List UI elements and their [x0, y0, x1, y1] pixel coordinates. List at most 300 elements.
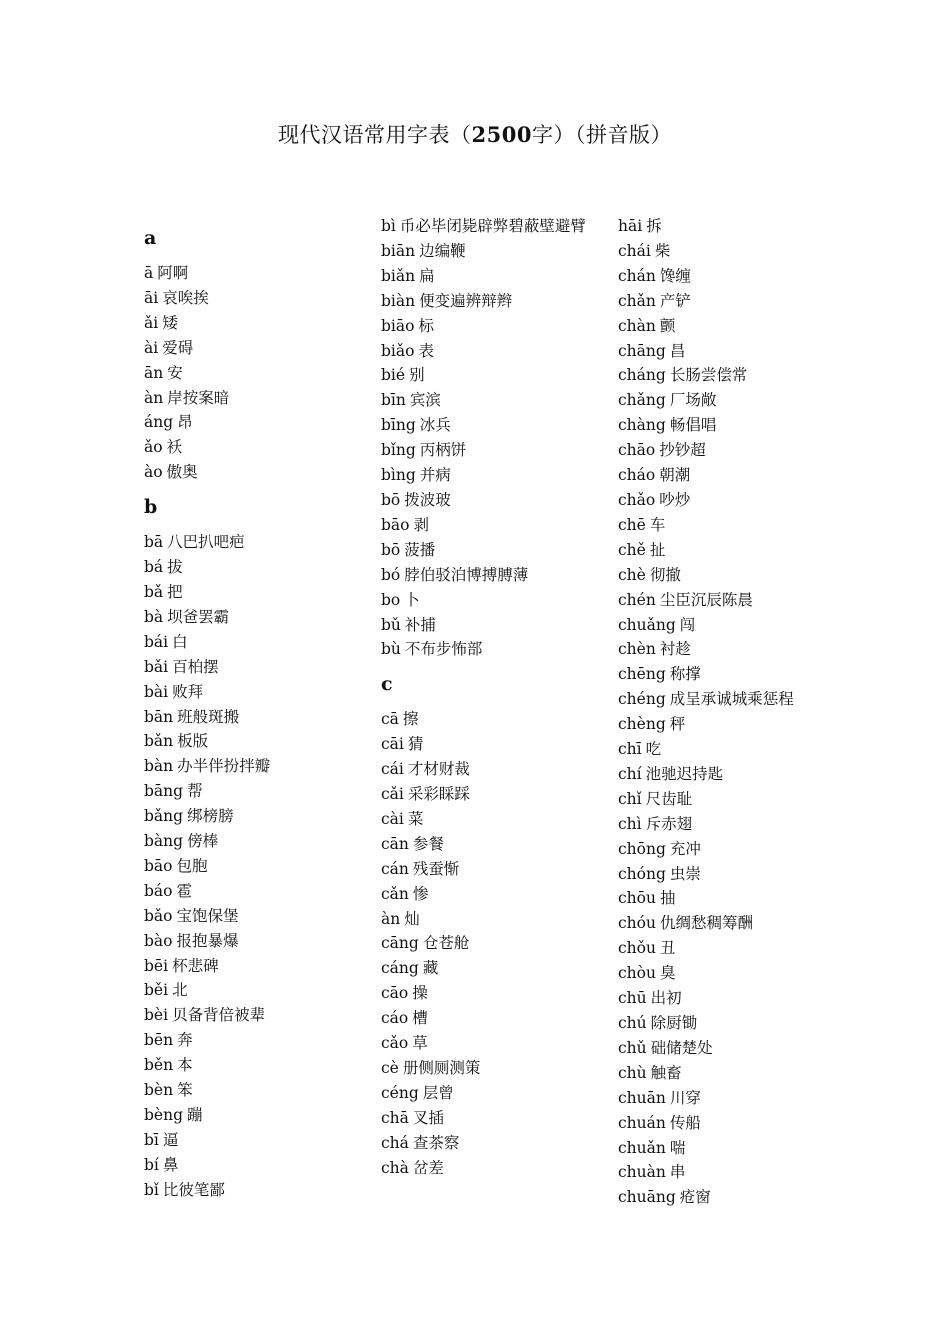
pinyin-syllable: chàn [618, 316, 656, 335]
pinyin-entry [618, 837, 838, 862]
pinyin-syllable: biǎn [381, 266, 416, 285]
pinyin-syllable: chà [381, 1158, 409, 1177]
entry-characters: 灿 [404, 909, 420, 928]
entry-characters: 拔 [167, 558, 183, 577]
column-2 [381, 214, 601, 1181]
entry-characters: 惨 [412, 884, 429, 903]
pinyin-syllable: cán [381, 859, 409, 878]
entry-characters: 册侧厕测策 [402, 1059, 481, 1077]
pinyin-syllable: cáo [381, 1009, 409, 1028]
pinyin-syllable: chù [618, 1063, 647, 1082]
entry-characters: 础储楚处 [650, 1038, 713, 1057]
pinyin-syllable: chóu [618, 914, 656, 933]
pinyin-syllable: biǎo [381, 341, 415, 360]
pinyin-syllable: bēn [144, 1031, 174, 1050]
entry-characters: 办半伴扮拌瓣 [177, 757, 271, 776]
pinyin-syllable: chuàn [618, 1163, 666, 1182]
entry-characters: 别 [409, 366, 425, 385]
entry-characters: 北 [172, 981, 188, 1000]
pinyin-syllable: běi [144, 981, 169, 1000]
pinyin-syllable: cái [381, 760, 404, 779]
pinyin-syllable: bào [144, 931, 173, 950]
entry-characters: 绑榜膀 [187, 807, 234, 826]
pinyin-entry [144, 705, 364, 730]
pinyin-syllable: cǎn [381, 884, 409, 903]
pinyin-entry [381, 832, 601, 857]
entry-characters: 查茶察 [412, 1133, 460, 1152]
pinyin-entry [618, 363, 838, 388]
pinyin-entry [381, 588, 601, 613]
entry-characters: 不布步怖部 [404, 640, 483, 659]
entry-characters: 称撑 [669, 665, 701, 684]
entry-characters: 车 [649, 515, 666, 534]
pinyin-syllable: biāo [381, 316, 415, 335]
pinyin-syllable: chǎn [618, 291, 656, 310]
pinyin-syllable: báo [144, 881, 173, 900]
pinyin-syllable: chōng [618, 839, 666, 858]
pinyin-syllable: bù [381, 640, 401, 659]
entry-characters: 柴 [654, 241, 671, 260]
pinyin-syllable: bǔ [381, 615, 401, 634]
pinyin-syllable: cáng [381, 959, 419, 978]
pinyin-entry [618, 538, 838, 563]
pinyin-entry [144, 1053, 364, 1078]
pinyin-syllable: ā [144, 264, 154, 282]
pinyin-entry [618, 1136, 838, 1161]
entry-characters: 槽 [412, 1009, 428, 1028]
entry-characters: 矮 [162, 313, 178, 332]
pinyin-entry [618, 314, 838, 339]
pinyin-syllable: cāo [381, 984, 409, 1003]
pinyin-syllable: bēi [144, 956, 169, 975]
pinyin-syllable: cā [381, 710, 399, 729]
entry-characters: 笨 [177, 1081, 193, 1100]
entry-characters: 长肠尝偿常 [669, 366, 748, 385]
pinyin-entry [618, 712, 838, 737]
pinyin-entry [618, 488, 838, 513]
entry-characters: 币必毕闭毙辟弊碧蔽壁避臂 [399, 217, 586, 235]
pinyin-syllable: ān [144, 363, 164, 382]
pinyin-entry [144, 729, 364, 754]
pinyin-syllable: bīng [381, 416, 416, 435]
pinyin-entry [618, 812, 838, 837]
pinyin-syllable: bō [381, 490, 401, 509]
entry-characters: 吃 [645, 740, 662, 759]
pinyin-entry [381, 956, 601, 981]
pinyin-syllable: àn [144, 388, 164, 407]
pinyin-syllable: cháo [618, 466, 656, 485]
pinyin-entry [618, 1111, 838, 1136]
pinyin-syllable: chǎo [618, 490, 656, 509]
pinyin-entry [144, 460, 364, 485]
pinyin-entry [381, 563, 601, 588]
pinyin-entry [381, 239, 601, 264]
entry-characters: 傲奥 [166, 463, 198, 482]
entry-characters: 奔 [177, 1031, 193, 1050]
entry-characters: 比彼笔鄙 [162, 1180, 225, 1199]
entry-characters: 扯 [649, 540, 666, 559]
entry-characters: 层曾 [422, 1083, 454, 1102]
pinyin-entry [618, 613, 838, 638]
pinyin-syllable: bàng [144, 832, 184, 851]
pinyin-entry [381, 1056, 601, 1081]
pinyin-syllable: chán [618, 266, 656, 285]
entry-characters: 串 [669, 1163, 686, 1182]
entry-characters: 爱碍 [162, 338, 194, 357]
pinyin-entry [144, 580, 364, 605]
column-3 [618, 214, 838, 1210]
pinyin-syllable: chéng [618, 690, 666, 709]
pinyin-entry [144, 680, 364, 705]
entry-characters: 八巴扒吧疤 [167, 533, 245, 552]
pinyin-syllable: bo [381, 590, 401, 609]
entry-characters: 坝爸罢霸 [167, 607, 230, 626]
pinyin-syllable: bǎng [144, 807, 184, 826]
entry-characters: 菜 [407, 809, 424, 828]
pinyin-entry [144, 754, 364, 779]
entry-characters: 参餐 [412, 834, 444, 853]
pinyin-entry [618, 886, 838, 911]
entry-characters: 蹦 [187, 1106, 203, 1124]
pinyin-entry [618, 862, 838, 887]
pinyin-entry [381, 214, 601, 239]
entry-characters: 傍棒 [187, 832, 219, 851]
entry-characters: 便变遍辨辩辫 [419, 291, 513, 310]
entry-characters: 丑 [659, 939, 676, 958]
entry-characters: 川穿 [669, 1088, 701, 1107]
entry-characters: 池驰迟持匙 [645, 764, 724, 783]
pinyin-syllable: āi [144, 288, 159, 307]
pinyin-entry [618, 1086, 838, 1111]
entry-characters: 疮窗 [679, 1188, 711, 1207]
pinyin-entry [618, 787, 838, 812]
entry-characters: 擦 [402, 710, 419, 729]
pinyin-syllable: chā [381, 1108, 409, 1127]
pinyin-entry [381, 264, 601, 289]
pinyin-syllable: chē [618, 515, 646, 534]
pinyin-entry [144, 904, 364, 929]
entry-characters: 扁 [419, 266, 435, 285]
pinyin-syllable: běn [144, 1056, 174, 1075]
pinyin-entry [381, 463, 601, 488]
pinyin-entry [381, 637, 601, 662]
pinyin-syllable: bèng [144, 1106, 183, 1124]
entry-characters: 阿啊 [157, 264, 189, 282]
pinyin-syllable: bǎi [144, 657, 169, 676]
pinyin-entry [381, 931, 601, 956]
pinyin-entry [144, 1103, 364, 1128]
entry-characters: 宝饱保堡 [176, 906, 239, 925]
entry-characters: 报抱暴爆 [176, 931, 239, 950]
pinyin-syllable: chāo [618, 441, 656, 460]
pinyin-entry [618, 961, 838, 986]
entry-characters: 并病 [419, 466, 451, 485]
pinyin-entry [144, 630, 364, 655]
entry-characters: 猜 [407, 735, 424, 754]
entry-characters: 边编鞭 [419, 241, 466, 260]
pinyin-syllable: cāng [381, 934, 419, 953]
entry-characters: 昌 [669, 341, 686, 360]
pinyin-entry [144, 978, 364, 1003]
entry-characters: 臭 [659, 964, 676, 983]
pinyin-syllable: bǎn [144, 732, 174, 751]
entry-characters: 吵炒 [659, 490, 691, 509]
pinyin-syllable: bà [144, 607, 164, 626]
pinyin-syllable: chí [618, 764, 642, 783]
pinyin-syllable: chuāng [618, 1188, 676, 1207]
pinyin-syllable: bìng [381, 466, 416, 485]
pinyin-entry [381, 782, 601, 807]
pinyin-syllable: bàn [144, 757, 174, 776]
pinyin-syllable: chì [618, 814, 642, 833]
pinyin-entry [381, 732, 601, 757]
entry-characters: 包胞 [176, 856, 208, 875]
pinyin-entry [381, 314, 601, 339]
pinyin-syllable: àn [381, 909, 401, 928]
column-1 [144, 214, 364, 1203]
section-heading: a [144, 227, 157, 249]
pinyin-syllable: áng [144, 413, 174, 432]
pinyin-syllable: cài [381, 809, 404, 828]
pinyin-entry [618, 687, 838, 712]
pinyin-syllable: biàn [381, 291, 416, 310]
pinyin-entry [381, 513, 601, 538]
title-number: 2500 [471, 122, 532, 147]
entry-characters: 彻撤 [649, 565, 681, 584]
pinyin-entry [381, 882, 601, 907]
pinyin-syllable: bǐ [144, 1180, 159, 1199]
pinyin-syllable: chī [618, 740, 642, 759]
pinyin-entry [144, 386, 364, 411]
pinyin-syllable: bié [381, 366, 406, 385]
entry-characters: 尘臣沉辰陈晨 [659, 590, 753, 609]
entry-characters: 传船 [669, 1113, 701, 1132]
pinyin-entry [144, 530, 364, 555]
entry-characters: 采彩睬踩 [407, 785, 470, 804]
pinyin-entry [381, 807, 601, 832]
entry-characters: 出初 [650, 989, 682, 1008]
pinyin-entry [144, 361, 364, 386]
pinyin-entry [618, 1011, 838, 1036]
pinyin-syllable: bài [144, 682, 169, 701]
pinyin-syllable: chāng [618, 341, 666, 360]
entry-characters: 昂 [177, 413, 193, 432]
entry-characters: 剥 [413, 515, 430, 534]
pinyin-syllable: bǐng [381, 441, 416, 460]
pinyin-entry [144, 954, 364, 979]
pinyin-entry [144, 410, 364, 435]
pinyin-syllable: chǔ [618, 1038, 647, 1057]
entry-characters: 拨波玻 [404, 490, 451, 509]
pinyin-entry [618, 986, 838, 1011]
pinyin-entry [381, 438, 601, 463]
pinyin-entry [144, 655, 364, 680]
pinyin-syllable: ǎo [144, 438, 163, 457]
pinyin-syllable: bāng [144, 782, 184, 801]
entry-characters: 脖伯驳泊博搏膊薄 [404, 565, 529, 584]
entry-characters: 班般斑搬 [177, 707, 240, 726]
entry-characters: 草 [412, 1034, 428, 1053]
pinyin-syllable: chǎng [618, 391, 666, 410]
pinyin-syllable: bó [381, 565, 401, 584]
entry-characters: 叉插 [412, 1108, 444, 1127]
entry-characters: 衬趁 [659, 640, 691, 659]
pinyin-entry [618, 737, 838, 762]
pinyin-entry [144, 779, 364, 804]
pinyin-syllable: bǎo [144, 906, 173, 925]
pinyin-syllable: chēng [618, 665, 666, 684]
entry-characters: 抽 [659, 889, 676, 908]
pinyin-entry [618, 1036, 838, 1061]
pinyin-syllable: chèng [618, 715, 666, 734]
pinyin-syllable: bá [144, 558, 164, 577]
pinyin-entry [144, 879, 364, 904]
pinyin-syllable: hāi [618, 217, 643, 235]
entry-characters: 操 [412, 984, 428, 1003]
pinyin-syllable: bèn [144, 1081, 174, 1100]
pinyin-syllable: ào [144, 463, 163, 482]
pinyin-syllable: bī [144, 1130, 159, 1149]
pinyin-syllable: chóng [618, 864, 666, 883]
pinyin-syllable: chuān [618, 1088, 666, 1107]
entry-characters: 喘 [669, 1138, 686, 1157]
pinyin-entry [144, 261, 364, 286]
pinyin-syllable: bǎ [144, 582, 164, 601]
pinyin-syllable: chuán [618, 1113, 666, 1132]
entry-characters: 杯悲碑 [172, 956, 219, 975]
entry-characters: 宾滨 [409, 391, 441, 410]
pinyin-syllable: cǎo [381, 1034, 409, 1053]
pinyin-entry [618, 762, 838, 787]
entry-characters: 畅倡唱 [669, 416, 717, 435]
entry-characters: 抄钞超 [659, 441, 706, 460]
pinyin-entry [618, 1185, 838, 1210]
pinyin-syllable: chú [618, 1014, 647, 1032]
pinyin-syllable: chàng [618, 416, 666, 435]
entry-characters: 帮 [187, 782, 203, 801]
pinyin-entry [381, 907, 601, 932]
entry-characters: 馋缠 [659, 266, 691, 285]
entry-characters: 哀唉挨 [162, 288, 209, 307]
entry-characters: 闯 [679, 615, 696, 634]
pinyin-entry [618, 388, 838, 413]
pinyin-entry [618, 588, 838, 613]
pinyin-entry [618, 1160, 838, 1185]
pinyin-entry [381, 1131, 601, 1156]
entry-characters: 本 [177, 1056, 193, 1075]
section-heading: c [381, 673, 393, 696]
pinyin-entry [144, 286, 364, 311]
pinyin-entry [618, 413, 838, 438]
entry-characters: 触畜 [650, 1063, 682, 1082]
pinyin-syllable: chè [618, 565, 646, 584]
pinyin-syllable: chá [381, 1133, 409, 1152]
pinyin-syllable: chě [618, 540, 646, 559]
pinyin-entry [381, 757, 601, 782]
pinyin-entry [618, 911, 838, 936]
entry-characters: 仇绸愁稠筹酬 [659, 914, 753, 933]
pinyin-entry [618, 513, 838, 538]
entry-characters: 丙柄饼 [419, 441, 467, 460]
pinyin-entry [144, 1078, 364, 1103]
entry-characters: 成呈承诚城乘惩程 [669, 690, 794, 709]
pinyin-syllable: bīn [381, 391, 406, 410]
entry-characters: 岸按案暗 [167, 388, 230, 407]
entry-characters: 标 [418, 316, 434, 335]
entry-characters: 藏 [422, 959, 439, 978]
pinyin-syllable: cān [381, 834, 409, 853]
entry-characters: 雹 [176, 881, 193, 900]
entry-characters: 贝备背倍被辈 [172, 1006, 266, 1025]
pinyin-entry [381, 388, 601, 413]
entry-characters: 菠播 [404, 540, 436, 559]
pinyin-syllable: chǒu [618, 939, 656, 958]
pinyin-entry [144, 336, 364, 361]
pinyin-entry [144, 804, 364, 829]
entry-characters: 充冲 [669, 839, 701, 858]
pinyin-syllable: cāi [381, 735, 404, 754]
pinyin-syllable: bāo [381, 515, 410, 534]
pinyin-entry [144, 1128, 364, 1153]
page-title [0, 121, 950, 149]
entry-characters: 白 [172, 632, 188, 651]
pinyin-syllable: bō [381, 540, 401, 559]
entry-characters: 产铲 [659, 291, 691, 310]
pinyin-syllable: ǎi [144, 313, 159, 332]
pinyin-syllable: bāo [144, 856, 173, 875]
pinyin-syllable: chuǎn [618, 1138, 666, 1157]
entry-characters: 秤 [669, 715, 686, 734]
pinyin-syllable: bái [144, 632, 169, 651]
entry-characters: 厂场敞 [669, 391, 717, 410]
entry-characters: 除厨锄 [650, 1014, 698, 1032]
pinyin-entry [381, 339, 601, 364]
section-heading: b [144, 496, 158, 519]
pinyin-syllable: bān [144, 707, 174, 726]
pinyin-entry [381, 363, 601, 388]
pinyin-syllable: bā [144, 533, 164, 552]
pinyin-entry [381, 1006, 601, 1031]
pinyin-syllable: ài [144, 338, 159, 357]
pinyin-entry [381, 1031, 601, 1056]
pinyin-entry [144, 1178, 364, 1203]
entry-characters: 才材财裁 [407, 760, 470, 779]
pinyin-entry [144, 1003, 364, 1028]
pinyin-entry [381, 488, 601, 513]
entry-characters: 鼻 [162, 1155, 179, 1174]
pinyin-entry [381, 538, 601, 563]
title-text-1: 现代汉语常用字表（ [278, 123, 472, 147]
pinyin-entry [144, 829, 364, 854]
entry-characters: 斥赤翅 [645, 814, 693, 833]
pinyin-entry [618, 637, 838, 662]
pinyin-entry [381, 1156, 601, 1181]
pinyin-entry [618, 936, 838, 961]
entry-characters: 补捕 [404, 615, 436, 634]
pinyin-entry [618, 264, 838, 289]
entry-characters: 把 [167, 582, 183, 601]
pinyin-entry [381, 289, 601, 314]
pinyin-entry [618, 214, 838, 239]
entry-characters: 拆 [646, 217, 662, 235]
entry-characters: 安 [167, 363, 183, 382]
entry-characters: 尺齿耻 [645, 789, 693, 808]
entry-characters: 残蚕惭 [412, 859, 460, 878]
pinyin-entry [381, 613, 601, 638]
pinyin-entry [144, 605, 364, 630]
pinyin-syllable: chòu [618, 964, 656, 983]
pinyin-entry [618, 563, 838, 588]
